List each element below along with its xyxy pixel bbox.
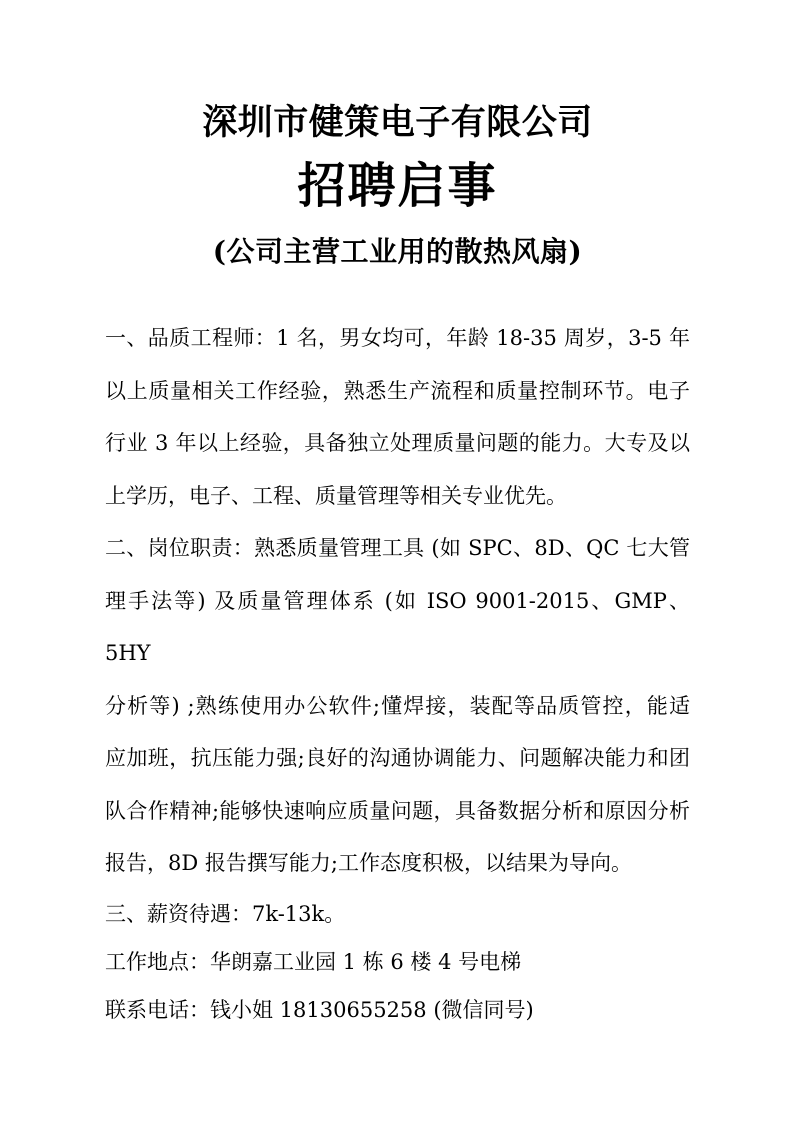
job-position-line: 以上质量相关工作经验，熟悉生产流程和质量控制环节。电子 [105, 378, 690, 403]
company-business-subtitle: (公司主营工业用的散热风扇) [212, 235, 583, 268]
job-position-line: 一、品质工程师：1 名，男女均可，年龄 18-35 周岁，3-5 年 [105, 326, 690, 350]
job-duties-line: 二、岗位职责：熟悉质量管理工具 (如 SPC、8D、QC 七大管 [105, 536, 690, 560]
job-position-line: 上学历，电子、工程、质量管理等相关专业优先。 [105, 483, 567, 508]
job-duties-line: 队合作精神;能够快速响应质量问题，具备数据分析和原因分析 [105, 798, 690, 823]
document-header [105, 0, 690, 268]
company-name-title: 深圳市健策电子有限公司 [202, 102, 593, 143]
job-duties-line: 分析等) ;熟练使用办公软件;懂焊接，装配等品质管控，能适 [105, 693, 690, 718]
work-address-line: 工作地点：华朗嘉工业园 1 栋 6 楼 4 号电梯 [105, 949, 522, 974]
contact-phone-line: 联系电话：钱小姐 18130655258 (微信同号) [105, 997, 534, 1022]
recruitment-notice-title: 招聘启事 [297, 158, 498, 214]
job-duties-line: 应加班，抗压能力强;良好的沟通协调能力、问题解决能力和团 [105, 746, 690, 770]
salary-line: 三、薪资待遇：7k-13k。 [105, 901, 346, 926]
job-duties-line: 理手法等) 及质量管理体系 (如 ISO 9001-2015、GMP、5HY [105, 588, 690, 665]
job-duties-line: 报告，8D 报告撰写能力;工作态度积极，以结果为导向。 [105, 851, 632, 875]
job-position-line: 行业 3 年以上经验，具备独立处理质量问题的能力。大专及以 [105, 431, 690, 455]
document-body [105, 312, 690, 1034]
